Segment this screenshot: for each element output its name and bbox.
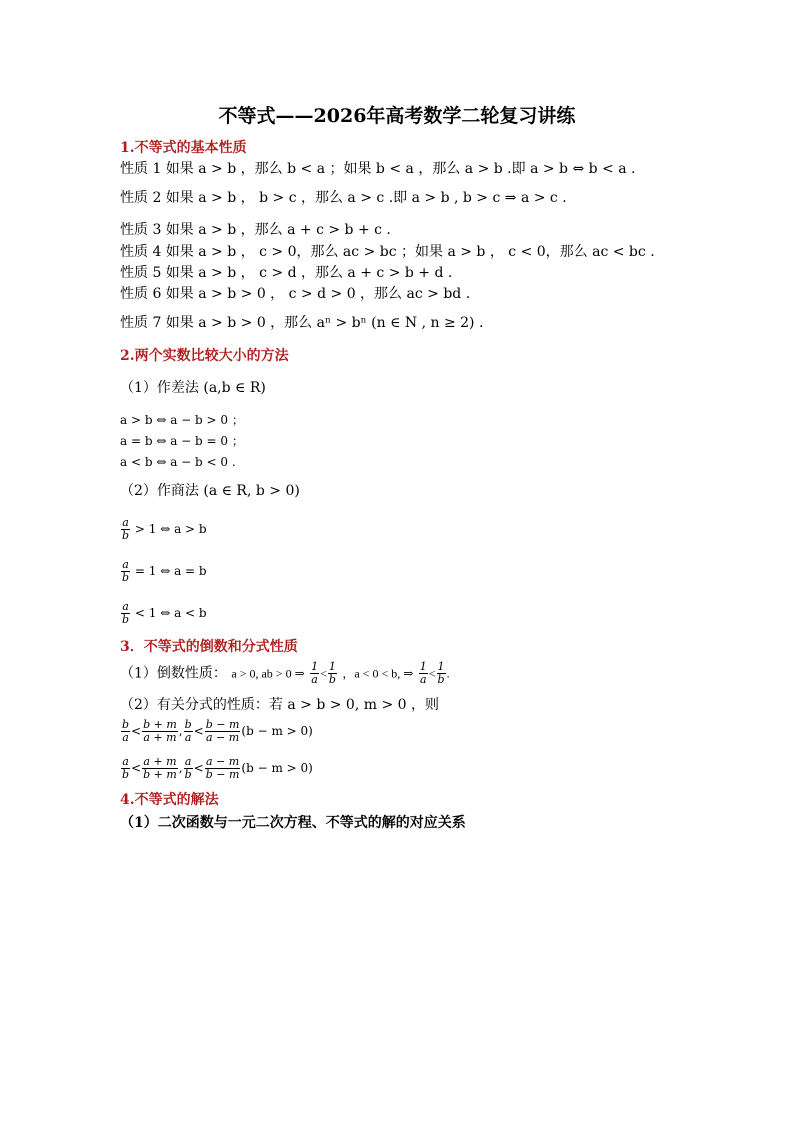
section-heading-4: 4.不等式的解法 [120,792,219,808]
quot-rule-1: $\frac{a}{b}$ > 1 ⇔ a > b [122,516,207,542]
fraction-property-1: $\frac{b}{a}$ < $\frac{b + m}{a + m}$ , $\frac{b}{a}$ < $\frac{b - m}{a - m}$ (b − m > 0) [122,718,313,744]
fraction-a-over-b: $\frac{a}{b}$ [122,558,130,584]
property-1: 性质 1 如果 a > b ，那么 b < a ；如果 b < a ，那么 a > b .即 a > b ⇔ b < a . [120,161,636,177]
section-heading-3: 3．不等式的倒数和分式性质 [120,639,298,655]
property-6: 性质 6 如果 a > b > 0 ， c > d > 0 ，那么 ac > bd . [120,286,471,302]
property-5: 性质 5 如果 a > b ， c > d ，那么 a + c > b + d . [120,265,453,281]
page-title: 不等式——2026年高考数学二轮复习讲练 [218,105,576,127]
fraction-1-over-a: $\frac{1}{a}$ [419,660,427,686]
diff-rule-1: a > b ⇔ a − b > 0 ； [120,413,244,427]
reciprocal-property: （1）倒数性质： a > 0, ab > 0 ⇒ $\frac{1}{a}$ < $\frac{1}{b}$ ，a < 0 < b, ⇒ $\frac{1}{a}$ < $\frac{1}{b}$ . [120,660,450,686]
diff-rule-2: a = b ⇔ a − b = 0 ； [120,434,244,448]
quot-rule-3: $\frac{a}{b}$ < 1 ⇔ a < b [122,600,207,626]
fraction-1-over-b: $\frac{1}{b}$ [328,660,336,686]
fraction-1-over-a: $\frac{1}{a}$ [311,660,319,686]
quot-method-label: （2）作商法 (a ∈ R, b > 0) [120,483,300,499]
section-heading-1: 1.不等式的基本性质 [120,140,247,156]
fraction-property-2: $\frac{a}{b}$ < $\frac{a + m}{b + m}$ , $\frac{a}{b}$ < $\frac{a - m}{b - m}$ (b − m > 0) [122,755,313,781]
diff-rule-3: a < b ⇔ a − b < 0 . [120,455,236,469]
fraction-property-label: （2）有关分式的性质：若 a > b > 0, m > 0 ，则 [120,697,439,713]
section-heading-2: 2.两个实数比较大小的方法 [120,348,289,364]
section-4-subheading: （1）二次函数与一元二次方程、不等式的解的对应关系 [120,815,466,831]
property-2: 性质 2 如果 a > b ， b > c ，那么 a > c .即 a > b , b > c ⇒ a > c . [120,190,567,206]
property-7: 性质 7 如果 a > b > 0 ，那么 aⁿ > bⁿ (n ∈ N , n ≥ 2) . [120,315,484,331]
property-4: 性质 4 如果 a > b ， c > 0，那么 ac > bc ；如果 a > b ， c < 0，那么 ac < bc . [120,244,655,260]
property-3: 性质 3 如果 a > b ，那么 a + c > b + c . [120,222,391,238]
diff-method-label: （1）作差法 (a,b ∈ R) [120,380,266,396]
fraction-a-over-b: $\frac{a}{b}$ [122,600,130,626]
quot-rule-2: $\frac{a}{b}$ = 1 ⇔ a = b [122,558,207,584]
fraction-1-over-b: $\frac{1}{b}$ [437,660,445,686]
fraction-a-over-b: $\frac{a}{b}$ [122,516,130,542]
